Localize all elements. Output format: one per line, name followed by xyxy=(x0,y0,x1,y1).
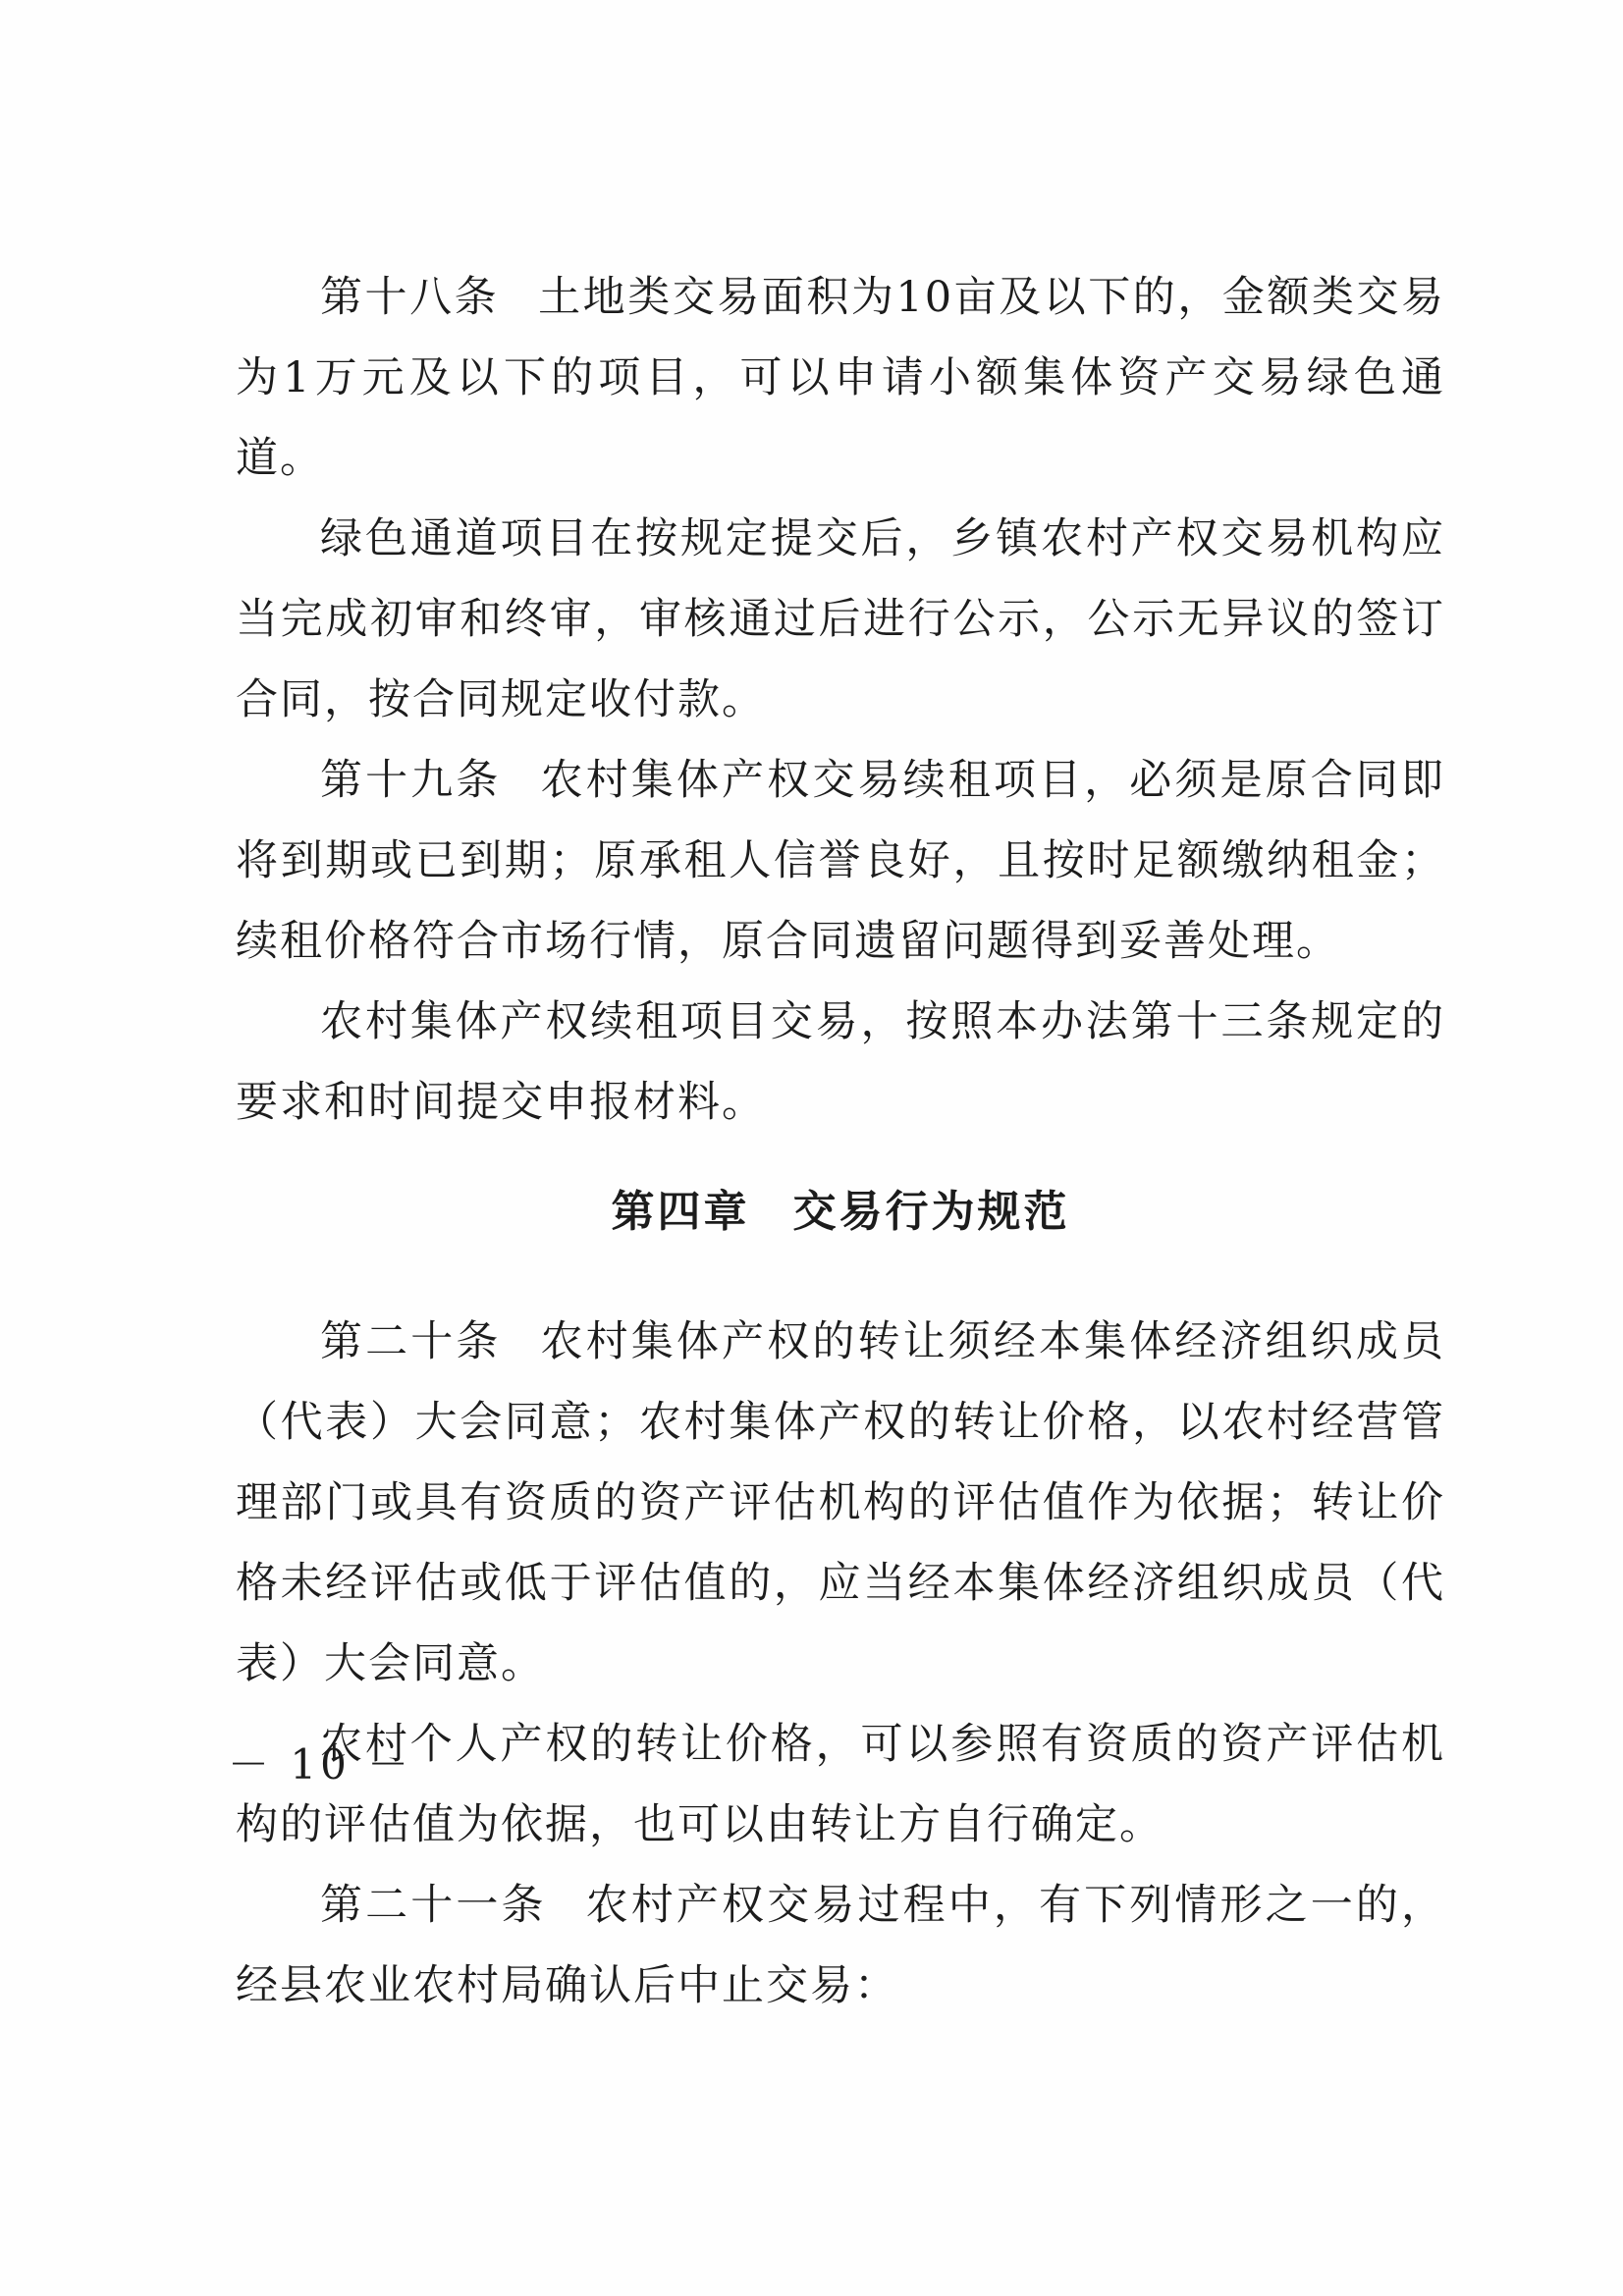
article-number: 第十八条 xyxy=(320,273,500,322)
green-channel-paragraph xyxy=(236,499,1445,740)
paragraph-text: 农村产权交易过程中，有下列情形之一的，经县农业农村局确认后中止交易： xyxy=(236,1881,1446,2010)
paragraph-text: 农村集体产权交易续租项目，必须是原合同即将到期或已到期；原承租人信誉良好，且按时足额缴纳租金；续租价格符合市场行情，原合同遗留问题得到妥善处理。 xyxy=(236,756,1446,966)
paragraph-text: 农村个人产权的转让价格，可以参照有资质的资产评估机构的评估值为依据，也可以由转让方自行确定。 xyxy=(236,1720,1445,1849)
article-21-paragraph xyxy=(236,1865,1445,2026)
paragraph-text: 农村集体产权续租项目交易，按照本办法第十三条规定的要求和时间提交申报材料。 xyxy=(236,997,1445,1127)
article-18-paragraph xyxy=(236,257,1445,499)
page-number: － 10 － xyxy=(228,1740,413,1789)
paragraph-text: 土地类交易面积为10亩及以下的，金额类交易为1万元及以下的项目，可以申请小额集体资产交易绿色通道。 xyxy=(236,273,1446,483)
article-20-paragraph xyxy=(236,1302,1445,1704)
paragraph-text: 绿色通道项目在按规定提交后，乡镇农村产权交易机构应当完成初审和终审，审核通过后进行公示，公示无异议的签订合同，按合同规定收付款。 xyxy=(236,514,1445,724)
individual-transfer-paragraph xyxy=(236,1704,1445,1865)
paragraph-text: 农村集体产权的转让须经本集体经济组织成员（代表）大会同意；农村集体产权的转让价格，以农村经营管理部门或具有资质的资产评估机构的评估值作为依据；转让价格未经评估或低于评估值的，应当经本集体经济组织成员（代表）大会同意。 xyxy=(236,1317,1446,1688)
document-body xyxy=(236,257,1445,2026)
renewal-materials-paragraph xyxy=(236,982,1445,1143)
article-number: 第二十一条 xyxy=(320,1881,547,1930)
chapter-title: 交易行为规范 xyxy=(792,1187,1070,1237)
article-number: 第二十条 xyxy=(320,1317,502,1366)
chapter-heading xyxy=(236,1178,1445,1247)
article-number: 第十九条 xyxy=(320,756,502,805)
chapter-number: 第四章 xyxy=(611,1187,750,1237)
article-19-paragraph xyxy=(236,740,1445,982)
